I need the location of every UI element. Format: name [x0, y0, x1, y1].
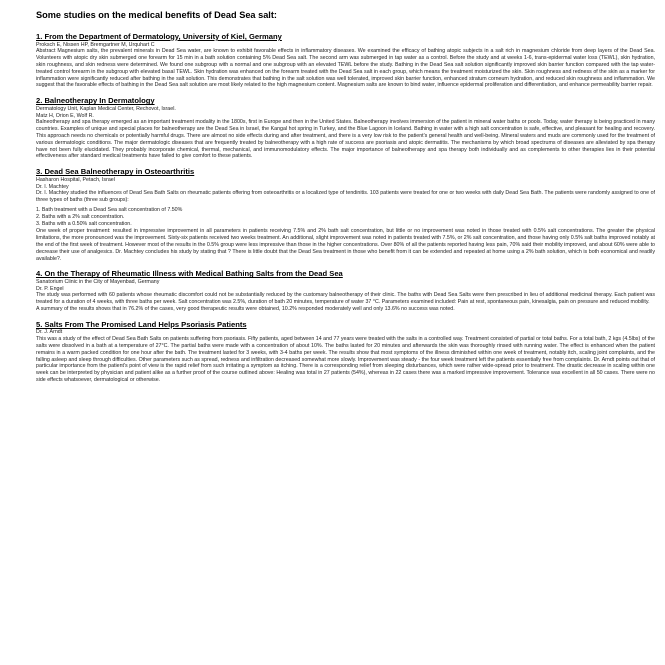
- study-1-abstract: Abstract Magnesium salts, the prevalent minerals in Dead Sea water, are known to exhibit favorable effects in inflammatory diseases. We examined the efficacy of bathing atopic subjects in a salt rich in magnesium chloride from deep layers of the Dead Sea. Volunteers with atopic dry skin submerged one forearm for 15 min in a bath solution containing 5% Dead Sea salt. The second arm was submerged in tap water as a control. Before the study and at weeks 1-6, trans-epidermal water loss (TEWL), skin hydration, skin roughness, and skin redness were determined. We found one subgroup with a normal and one subgroup with an elevated TEWL before the study. Bathing in the Dead Sea salt solution significantly improved skin barrier function compared with the tap water-treated control forearm in the subgroup with elevated basal TEWL. Skin hydration was enhanced on the forearm treated with the Dead Sea salt in each group, which means the treatment moisturized the skin. Skin roughness and redness of the skin as a marker for inflammation were significantly reduced after bathing in the salt solution. This demonstrates that bathing in the salt solution was well tolerated, improved skin barrier function, enhanced stratum corneum hydration, and reduced skin roughness and inflammation. We suggest that the favorable effects of bathing in the Dead Sea salt solution are most likely related to the high magnesium content. Magnesium salts are known to bind water, influence epidermal proliferation and differentiation, and enhance permeability barrier repair.: [36, 48, 655, 89]
- study-3-heading: 3. Dead Sea Balneotherapy in Osteoarthritis: [36, 167, 195, 177]
- study-3-intro: Dr. I. Machtey studied the influences of Dead Sea Bath Salts on rheumatic patients offering from osteoarthritis or a localized type of tendinitis. 103 patients were treated for one or two weeks with daily Dead Sea Bath. The patients were randomly assigned to one of three types of baths (three sub groups):: [36, 190, 655, 204]
- study-4: [36, 270, 655, 313]
- study-4-heading: 4. On the Therapy of Rheumatic Illness with Medical Bathing Salts from the Dead Sea: [36, 269, 343, 279]
- list-item: 2. Baths with a 2% salt concentration.: [36, 213, 125, 220]
- study-3: [36, 168, 655, 262]
- study-1-heading: 1. From the Department of Dermatology, University of Kiel, Germany: [36, 32, 282, 41]
- study-5-heading: 5. Salts From The Promised Land Helps Psoriasis Patients: [36, 319, 247, 329]
- study-2-authors: Matz H, Orion E, Wolf R.: [36, 112, 94, 119]
- study-4-summary: A summary of the results shows that in 76.2% of the cases, very good therapeutic results were obtained, 10.2% responded moderately well and only 13.6% no success was noted.: [36, 306, 455, 313]
- study-2-institution: Dermatology Unit, Kaplan Medical Center, Rechovot, Israel.: [36, 105, 176, 112]
- study-2-heading: 2. Balneotherapy In Dermatology: [36, 96, 155, 106]
- study-3-authors: Dr. I. Machtey: [36, 183, 69, 190]
- study-5-authors: Dr. J. Arndt: [36, 329, 63, 336]
- document-title: Some studies on the medical benefits of Dead Sea salt:: [36, 10, 277, 20]
- study-1-authors: Proksch E, Nissen HP, Bremgartner M, Urquhart C: [36, 41, 155, 48]
- study-4-institution: Sanatorium Clinic in the City of Mayenbad, Germany: [36, 278, 160, 285]
- study-5: [36, 321, 655, 384]
- study-2-abstract: Balneotherapy and spa therapy emerged as an important treatment modality in the 1800s, first in Europe and then in the United States. Balneotherapy involves immersion of the patient in mineral water baths or pools. Today, water therapy is being practiced in many countries. Examples of unique and special places for balneotherapy are the Dead Sea in Israel, the Kangal hot spring in Turkey, and the Blue Lagoon in Iceland. Bathing in water with a high salt concentration is safe, effective, and pleasant for healing and recovery. This approach needs no chemicals or potentially harmful drugs. There are almost no side effects during and after treatment, and there is a very low risk to the patient's general health and well-being. Mineral waters and muds are commonly used for the treatment of various dermatologic conditions. The major dermatologic diseases that are frequently treated by balneotherapy with a high rate of success are psoriasis and atopic dermatitis. The mechanisms by which broad spectrums of diseases are alleviated by spa therapy have not been fully elucidated. They probably incorporate chemical, thermal, mechanical, and immunomodulatory effects. The major importance of balneotherapy and spa therapy both individually and as complements to other therapies lies in their potential effectiveness after standard medical treatments have failed to give comfort to these patients.: [36, 119, 655, 160]
- study-5-abstract: This was a study of the effect of Dead Sea Bath Salts on patients suffering from psoriasis. Fifty patients, aged between 14 and 77 years were treated with the salts in a controlled way. Treatment consisted of partial or total baths. For a total bath, 2 kgs (4.5lbs) of the salts were dissolved in a bath at a temperature of 27°C. The partial baths were made with a concentration of about 10%. The baths lasted for 20 minutes and afterwards the skin was thoroughly rinsed with running water. The effect is enhanced when the patient remains in a warm packed condition for one hour after the bath. The treatment lasted for 3 weeks, with 3-4 baths per week. The results show that most symptoms of the illness diminished within one week of treatment, notably itch, scaling joint complaints, and the falling asleep and sleep through difficulties. Other parameters such as spread, redness and infiltration decreased somewhat more slowly. Improvement was steady - the four week treatment left the patients essentially free from complaints. Dr. Arndt points out that of particular importance from the patient's point of view is the rapid relief from such irritating a symptom as itching. There is a corresponding relief from sleeping disturbances, which were rather wide-spread prior to treatment. The drastic decrease in scaling within one week can be interpreted by physician and patient alike as a further proof of the course outlined above: Healing was total in 27 patients (54%), whereas in 22 cases there was a marked impressive improvement. Tolerance was excellent in all 50 cases. There were no side effects whatsoever, dermatological or otherwise.: [36, 336, 655, 384]
- list-item: 3. Baths with a 0.50% salt concentration.: [36, 220, 132, 227]
- study-4-method: The study was performed with 60 patients whose rheumatic discomfort could not be substantially reduced by the customary balneotherapy of their clinic. The baths with Dead Sea Salts were then prescribed in lieu of additional medicinal therapy. Each patient was treated for a duration of 4 weeks, with three baths per week. Salt concentration was 2.5%, duration of bath 20 minutes, temperature of water 37 °C. Parameters examined included: Pain at rest, spontaneous pain, kinesalgia, pain on pressure and reduced mobility.: [36, 292, 655, 306]
- study-3-results: One week of proper treatment: resulted in impressive improvement in all parameters in patients receiving 7.5% and 2% bath salt concentration, but little or no improvement was noted in those treated with 0.5% salt concentrations. The greater the physical limitations, the more pronounced was the improvement. Sixty-six patients received two weeks treatment. An additional, slight improvement was noted in patients treated with 7.5%, or 2% salt concentration, and those having only 0.5% salt baths improved notably at the end of the first week of treatment. However most of the results in the 0.5% group were less impressive than those in the higher concentrations. Over 80% of all the patients reported having less pain, 70% said their mobility improved, and about 60% were able to decrease their use of analgesics. Dr. Machtey concludes his study by stating that ? There is little doubt that the Dead Sea treatment in those who benefit from it can be extended and repeated at home using a 2% bath solution, which is both economical and readily available?.: [36, 228, 655, 262]
- study-3-bath-groups: [36, 207, 655, 227]
- study-4-authors: Dr. P. Engel: [36, 285, 64, 292]
- study-2: [36, 97, 655, 160]
- list-item: 1. Bath treatment with a Dead Sea salt concentration of 7.50%: [36, 206, 183, 213]
- study-3-institution: Hasharon Hospital, Petach, Israel: [36, 176, 115, 183]
- study-1: [36, 33, 655, 89]
